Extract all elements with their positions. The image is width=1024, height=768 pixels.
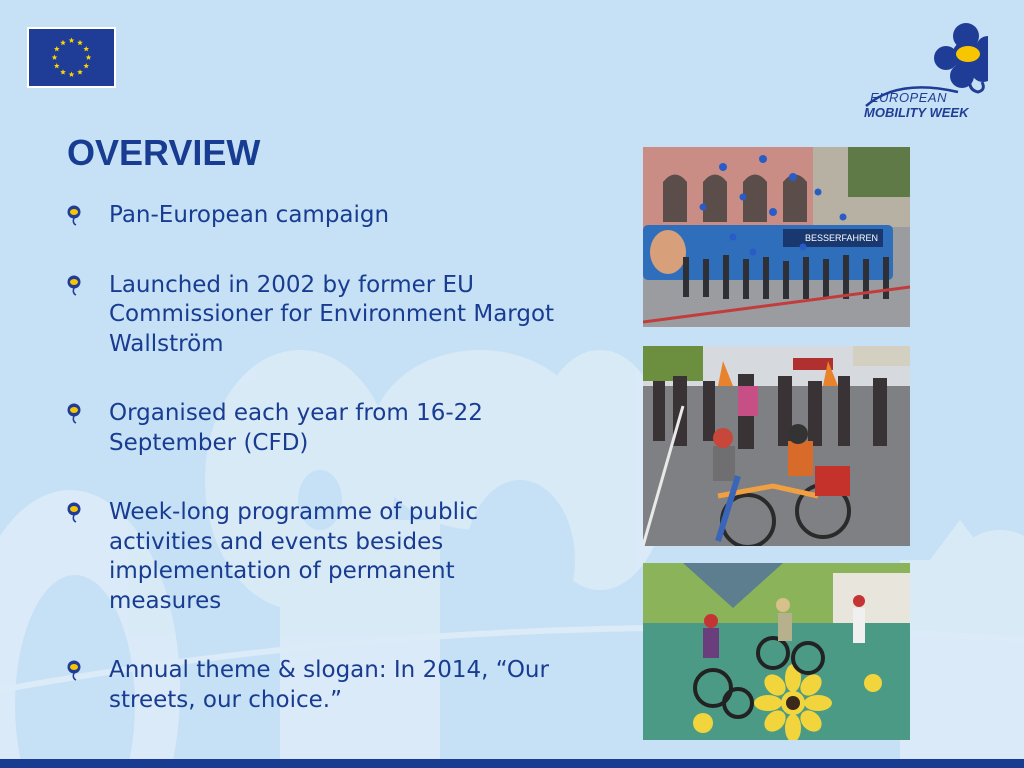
- eu-star-icon: [54, 46, 60, 51]
- eu-flag-logo: [27, 27, 116, 88]
- bullet-text: Organised each year from 16-22 September (CFD): [109, 400, 483, 456]
- photo-bus-balloons: [643, 147, 910, 327]
- bullet-list: [64, 201, 564, 755]
- eu-star-icon: [77, 69, 83, 74]
- flower-bullet-icon: [64, 502, 84, 524]
- eu-star-icon: [77, 40, 83, 45]
- bus-lettering: BESSERFAHREN: [805, 233, 879, 243]
- slide-title: OVERVIEW: [67, 132, 261, 173]
- eu-star-icon: [54, 63, 60, 68]
- logo-text-european: EUROPEAN: [870, 90, 947, 105]
- bullet-item: [64, 201, 564, 231]
- eu-star-icon: [69, 38, 75, 43]
- bullet-text: Pan-European campaign: [109, 202, 390, 228]
- eu-star-icon: [83, 63, 89, 68]
- eu-stars-icon: [29, 29, 114, 86]
- flower-bullet-icon: [64, 205, 84, 227]
- logo-text-mobility-week: MOBILITY WEEK: [864, 105, 969, 120]
- flower-bullet-icon: [64, 403, 84, 425]
- eu-star-icon: [83, 46, 89, 51]
- eu-star-icon: [69, 72, 75, 77]
- eu-star-icon: [52, 55, 58, 60]
- bullet-text: Week-long programme of public activities and events besides implementation of permanent measures: [109, 499, 478, 614]
- flower-bullet-icon: [64, 660, 84, 682]
- bullet-text: Annual theme & slogan: In 2014, “Our streets, our choice.”: [109, 657, 549, 713]
- bottom-bar: [0, 759, 1024, 768]
- eu-star-icon: [60, 40, 66, 45]
- bullet-item: [64, 656, 564, 715]
- photo-bicycles-street: [643, 346, 910, 546]
- bullet-item: [64, 399, 564, 458]
- eu-star-icon: [86, 55, 92, 60]
- bullet-item: [64, 271, 564, 360]
- flower-bullet-icon: [64, 275, 84, 297]
- bullet-item: [64, 498, 564, 616]
- photo-children-bikes-painted-street: [643, 563, 910, 740]
- european-mobility-week-logo: [858, 18, 988, 124]
- eu-star-icon: [60, 69, 66, 74]
- bullet-text: Launched in 2002 by former EU Commissioner for Environment Margot Wallström: [109, 271, 555, 357]
